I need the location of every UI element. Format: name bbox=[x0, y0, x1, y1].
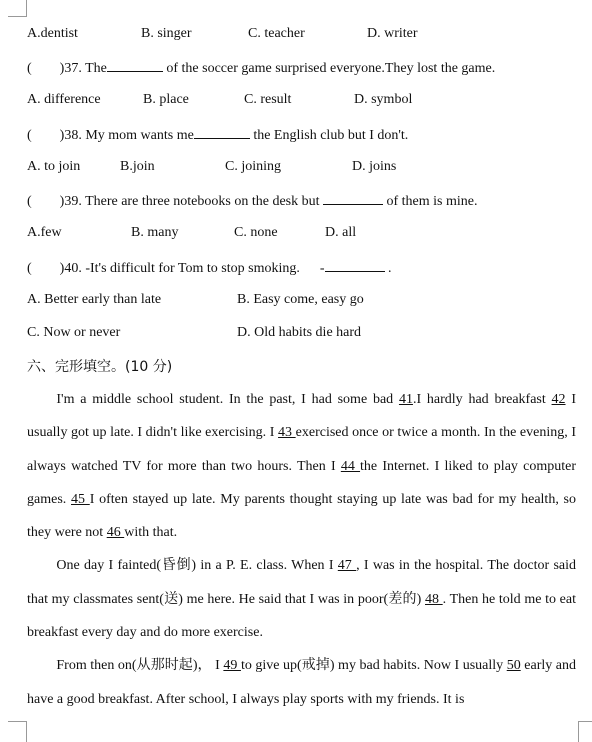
q40-option-d: D. Old habits die hard bbox=[237, 325, 362, 340]
q38-option-a: A. to join bbox=[27, 159, 81, 174]
question-38 bbox=[27, 124, 574, 146]
q36-option-b: B. singer bbox=[141, 26, 192, 41]
blank-44: 44 bbox=[340, 458, 361, 474]
q37-option-c: C. result bbox=[244, 92, 292, 107]
passage-text: I usually got up late. I didn't like exercising. I bbox=[27, 392, 576, 441]
passage-text: I often stayed up late. My parents thought staying up late was bad for my health, so they were not bbox=[27, 491, 577, 541]
passage-text: From then on(从那时起)， I bbox=[56, 658, 224, 674]
answer-blank bbox=[107, 57, 163, 72]
paragraph-1 bbox=[27, 383, 576, 549]
passage-text: early and have a good breakfast. After school, I always play sports with my friends. It is bbox=[27, 658, 577, 707]
q40-option-b: B. Easy come, easy go bbox=[237, 292, 364, 307]
passage-text: the Internet. I liked to play computer games. bbox=[27, 458, 577, 507]
blank-48: 48 bbox=[425, 591, 443, 607]
q38-option-b: B.join bbox=[120, 159, 155, 174]
question-text: )40. -It's difficult for Tom to stop smoking. bbox=[59, 261, 300, 276]
q38-option-c: C. joining bbox=[225, 159, 282, 174]
q36-option-c: C. teacher bbox=[248, 26, 305, 41]
passage-text: , I was in the hospital. The doctor said that my classmates sent(送) me here. He said that I was in poor(差的) bbox=[27, 558, 577, 607]
q39-option-c: C. none bbox=[234, 225, 278, 240]
passage-text: exercised once or twice a month. In the evening, I always watched TV for more than two hours. Then I bbox=[27, 425, 576, 474]
paragraph-2 bbox=[27, 549, 576, 649]
crop-mark-top-left bbox=[8, 0, 27, 17]
question-text-rest: of the soccer game surprised everyone.They lost the game. bbox=[166, 61, 496, 76]
cloze-passage bbox=[27, 383, 576, 716]
question-text-rest: of them is mine. bbox=[386, 194, 478, 209]
q36-option-a: A.dentist bbox=[27, 26, 78, 41]
q36-option-d: D. writer bbox=[367, 26, 418, 41]
blank-43: 43 bbox=[278, 425, 296, 441]
answer-paren: ( bbox=[27, 261, 32, 276]
section-title: 六、完形填空。(10 分) bbox=[27, 359, 173, 375]
blank-41: 41 bbox=[398, 392, 413, 407]
q39-option-b: B. many bbox=[131, 225, 179, 240]
q40-option-a: A. Better early than late bbox=[27, 292, 162, 307]
passage-text: .I hardly had breakfast bbox=[412, 392, 552, 407]
passage-text: I'm a middle school student. In the past, I had some bad bbox=[56, 392, 399, 407]
question-text-rest: the English club but I don't. bbox=[253, 128, 409, 143]
blank-42: 42 bbox=[551, 392, 566, 407]
question-text-rest: . bbox=[388, 261, 392, 276]
q37-option-b: B. place bbox=[143, 92, 189, 107]
question-text: )39. There are three notebooks on the desk but bbox=[59, 194, 320, 209]
question-text: )38. My mom wants me bbox=[59, 128, 194, 143]
answer-paren: ( bbox=[27, 61, 32, 76]
answer-blank bbox=[325, 257, 385, 272]
blank-46: 46 bbox=[106, 525, 125, 541]
question-39 bbox=[27, 190, 574, 212]
answer-paren: ( bbox=[27, 194, 32, 209]
blank-50: 50 bbox=[506, 658, 521, 674]
crop-mark-bottom-right bbox=[578, 721, 592, 742]
q39-option-a: A.few bbox=[27, 225, 62, 240]
q39-option-d: D. all bbox=[325, 225, 357, 240]
q40-option-c: C. Now or never bbox=[27, 325, 121, 340]
q37-option-a: A. difference bbox=[27, 92, 101, 107]
paragraph-3 bbox=[27, 649, 576, 716]
passage-text: with that. bbox=[124, 525, 178, 541]
answer-blank bbox=[323, 190, 383, 205]
blank-45: 45 bbox=[71, 491, 90, 507]
answer-blank bbox=[194, 124, 250, 139]
q37-option-d: D. symbol bbox=[354, 92, 413, 107]
crop-mark-bottom-left bbox=[8, 721, 27, 742]
passage-text: One day I fainted(昏倒) in a P. E. class. When I bbox=[56, 558, 338, 574]
q38-option-d: D. joins bbox=[352, 159, 397, 174]
reply-dash: - bbox=[319, 261, 325, 276]
answer-paren: ( bbox=[27, 128, 32, 143]
question-37 bbox=[27, 57, 574, 79]
blank-47: 47 bbox=[337, 558, 357, 574]
question-40 bbox=[27, 257, 574, 279]
question-text: )37. The bbox=[59, 61, 107, 76]
passage-text: . Then he told me to eat breakfast every day and do more exercise. bbox=[27, 591, 576, 641]
blank-49: 49 bbox=[223, 658, 241, 674]
passage-text: to give up(戒掉) my bad habits. Now I usually bbox=[240, 658, 507, 674]
